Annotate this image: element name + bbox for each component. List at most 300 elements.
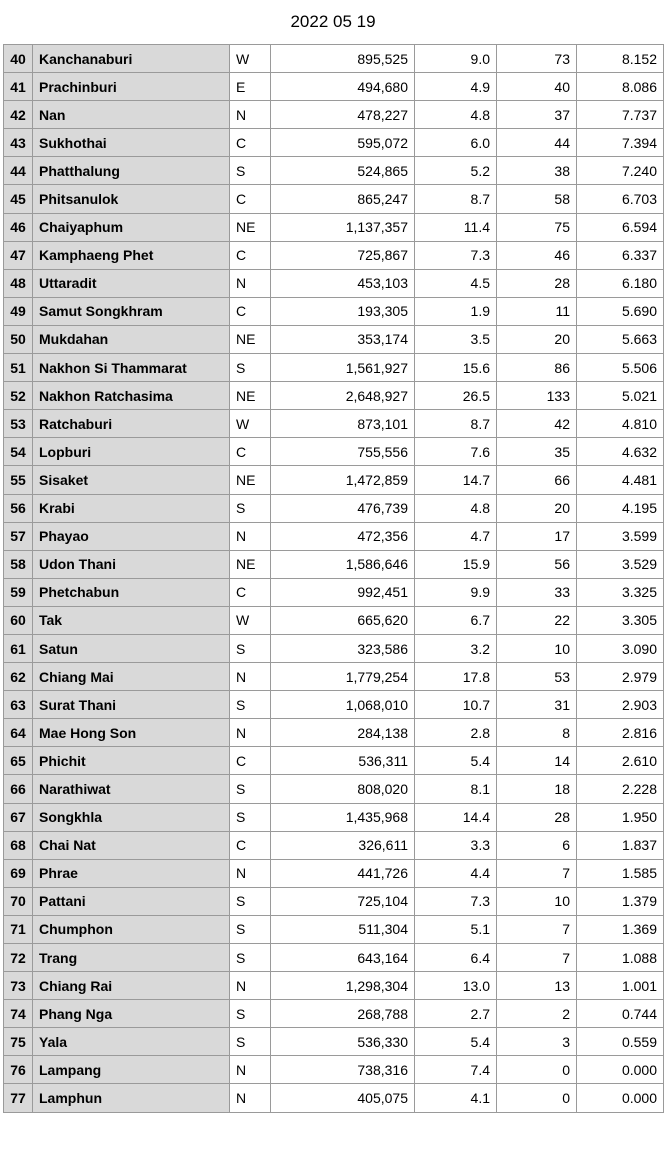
population-cell: 873,101 — [271, 410, 415, 438]
count-cell: 133 — [497, 382, 577, 410]
region-cell: N — [230, 269, 271, 297]
count-cell: 7 — [497, 944, 577, 972]
population-cell: 665,620 — [271, 606, 415, 634]
population-cell: 2,648,927 — [271, 382, 415, 410]
rank-cell: 76 — [4, 1056, 33, 1084]
province-name-cell: Krabi — [33, 494, 230, 522]
region-cell: C — [230, 747, 271, 775]
table-row — [4, 578, 664, 606]
table-row — [4, 73, 664, 101]
region-cell: S — [230, 887, 271, 915]
percent-cell: 4.4 — [415, 859, 497, 887]
population-cell: 992,451 — [271, 578, 415, 606]
population-cell: 353,174 — [271, 325, 415, 353]
population-cell: 441,726 — [271, 859, 415, 887]
rank-cell: 72 — [4, 944, 33, 972]
province-name-cell: Phichit — [33, 747, 230, 775]
population-cell: 1,561,927 — [271, 354, 415, 382]
province-name-cell: Phrae — [33, 859, 230, 887]
province-name-cell: Sisaket — [33, 466, 230, 494]
province-name-cell: Uttaradit — [33, 269, 230, 297]
percent-cell: 7.3 — [415, 887, 497, 915]
region-cell: C — [230, 438, 271, 466]
count-cell: 35 — [497, 438, 577, 466]
region-cell: C — [230, 185, 271, 213]
table-row — [4, 269, 664, 297]
count-cell: 0 — [497, 1084, 577, 1112]
rank-cell: 40 — [4, 45, 33, 73]
population-cell: 476,739 — [271, 494, 415, 522]
province-name-cell: Lamphun — [33, 1084, 230, 1112]
province-name-cell: Phayao — [33, 522, 230, 550]
population-cell: 1,298,304 — [271, 972, 415, 1000]
population-cell: 725,104 — [271, 887, 415, 915]
province-name-cell: Prachinburi — [33, 73, 230, 101]
rate-cell: 7.240 — [577, 157, 664, 185]
rate-cell: 4.481 — [577, 466, 664, 494]
percent-cell: 4.9 — [415, 73, 497, 101]
table-row — [4, 241, 664, 269]
count-cell: 58 — [497, 185, 577, 213]
rank-cell: 45 — [4, 185, 33, 213]
rank-cell: 62 — [4, 663, 33, 691]
province-name-cell: Nakhon Ratchasima — [33, 382, 230, 410]
table-row — [4, 634, 664, 662]
percent-cell: 11.4 — [415, 213, 497, 241]
percent-cell: 8.7 — [415, 410, 497, 438]
count-cell: 22 — [497, 606, 577, 634]
table-row — [4, 915, 664, 943]
region-cell: NE — [230, 325, 271, 353]
table-row — [4, 747, 664, 775]
percent-cell: 5.4 — [415, 1028, 497, 1056]
province-name-cell: Lampang — [33, 1056, 230, 1084]
population-cell: 326,611 — [271, 831, 415, 859]
table-row — [4, 606, 664, 634]
percent-cell: 9.0 — [415, 45, 497, 73]
rate-cell: 1.088 — [577, 944, 664, 972]
count-cell: 10 — [497, 887, 577, 915]
table-row — [4, 522, 664, 550]
population-cell: 536,330 — [271, 1028, 415, 1056]
percent-cell: 3.3 — [415, 831, 497, 859]
region-cell: N — [230, 101, 271, 129]
percent-cell: 15.6 — [415, 354, 497, 382]
table-row — [4, 185, 664, 213]
count-cell: 33 — [497, 578, 577, 606]
rate-cell: 6.703 — [577, 185, 664, 213]
table-row — [4, 887, 664, 915]
region-cell: W — [230, 45, 271, 73]
province-name-cell: Chai Nat — [33, 831, 230, 859]
count-cell: 28 — [497, 269, 577, 297]
rank-cell: 49 — [4, 297, 33, 325]
province-name-cell: Songkhla — [33, 803, 230, 831]
province-name-cell: Nakhon Si Thammarat — [33, 354, 230, 382]
rank-cell: 58 — [4, 550, 33, 578]
province-name-cell: Nan — [33, 101, 230, 129]
region-cell: S — [230, 634, 271, 662]
table-row — [4, 691, 664, 719]
rank-cell: 53 — [4, 410, 33, 438]
page-title: 2022 05 19 — [290, 12, 376, 31]
table-row — [4, 129, 664, 157]
province-name-cell: Satun — [33, 634, 230, 662]
count-cell: 20 — [497, 325, 577, 353]
rank-cell: 73 — [4, 972, 33, 1000]
table-row — [4, 663, 664, 691]
rank-cell: 75 — [4, 1028, 33, 1056]
region-cell: S — [230, 803, 271, 831]
percent-cell: 5.1 — [415, 915, 497, 943]
table-row — [4, 157, 664, 185]
region-cell: N — [230, 663, 271, 691]
table-row — [4, 859, 664, 887]
population-cell: 284,138 — [271, 719, 415, 747]
rate-cell: 5.021 — [577, 382, 664, 410]
table-row — [4, 101, 664, 129]
percent-cell: 4.5 — [415, 269, 497, 297]
rank-cell: 71 — [4, 915, 33, 943]
province-name-cell: Chumphon — [33, 915, 230, 943]
percent-cell: 4.1 — [415, 1084, 497, 1112]
count-cell: 13 — [497, 972, 577, 1000]
population-cell: 323,586 — [271, 634, 415, 662]
rate-cell: 2.903 — [577, 691, 664, 719]
population-cell: 405,075 — [271, 1084, 415, 1112]
population-cell: 536,311 — [271, 747, 415, 775]
province-name-cell: Pattani — [33, 887, 230, 915]
table-row — [4, 438, 664, 466]
count-cell: 2 — [497, 1000, 577, 1028]
population-cell: 453,103 — [271, 269, 415, 297]
table-row — [4, 944, 664, 972]
region-cell: C — [230, 241, 271, 269]
percent-cell: 13.0 — [415, 972, 497, 1000]
rank-cell: 70 — [4, 887, 33, 915]
population-cell: 755,556 — [271, 438, 415, 466]
province-name-cell: Kanchanaburi — [33, 45, 230, 73]
region-cell: N — [230, 1084, 271, 1112]
count-cell: 53 — [497, 663, 577, 691]
population-cell: 511,304 — [271, 915, 415, 943]
region-cell: S — [230, 915, 271, 943]
table-row — [4, 1028, 664, 1056]
rate-cell: 4.632 — [577, 438, 664, 466]
region-cell: N — [230, 859, 271, 887]
table-row — [4, 1084, 664, 1112]
region-cell: S — [230, 1000, 271, 1028]
percent-cell: 14.7 — [415, 466, 497, 494]
count-cell: 46 — [497, 241, 577, 269]
province-name-cell: Mukdahan — [33, 325, 230, 353]
province-name-cell: Mae Hong Son — [33, 719, 230, 747]
table-row — [4, 972, 664, 1000]
table-row — [4, 803, 664, 831]
region-cell: S — [230, 775, 271, 803]
province-name-cell: Chiang Rai — [33, 972, 230, 1000]
population-cell: 478,227 — [271, 101, 415, 129]
percent-cell: 15.9 — [415, 550, 497, 578]
count-cell: 17 — [497, 522, 577, 550]
rate-cell: 1.369 — [577, 915, 664, 943]
population-cell: 1,068,010 — [271, 691, 415, 719]
count-cell: 11 — [497, 297, 577, 325]
rank-cell: 63 — [4, 691, 33, 719]
percent-cell: 4.8 — [415, 494, 497, 522]
region-cell: S — [230, 494, 271, 522]
rate-cell: 6.180 — [577, 269, 664, 297]
rate-cell: 2.979 — [577, 663, 664, 691]
count-cell: 20 — [497, 494, 577, 522]
count-cell: 14 — [497, 747, 577, 775]
population-cell: 472,356 — [271, 522, 415, 550]
table-row — [4, 297, 664, 325]
region-cell: S — [230, 354, 271, 382]
rate-cell: 5.663 — [577, 325, 664, 353]
province-name-cell: Surat Thani — [33, 691, 230, 719]
province-name-cell: Kamphaeng Phet — [33, 241, 230, 269]
province-name-cell: Chaiyaphum — [33, 213, 230, 241]
rank-cell: 68 — [4, 831, 33, 859]
count-cell: 31 — [497, 691, 577, 719]
rank-cell: 56 — [4, 494, 33, 522]
region-cell: W — [230, 410, 271, 438]
region-cell: N — [230, 719, 271, 747]
region-cell: S — [230, 1028, 271, 1056]
rank-cell: 65 — [4, 747, 33, 775]
region-cell: C — [230, 297, 271, 325]
population-cell: 494,680 — [271, 73, 415, 101]
rank-cell: 47 — [4, 241, 33, 269]
rank-cell: 50 — [4, 325, 33, 353]
population-cell: 643,164 — [271, 944, 415, 972]
rate-cell: 1.379 — [577, 887, 664, 915]
table-row — [4, 550, 664, 578]
region-cell: E — [230, 73, 271, 101]
table-row — [4, 831, 664, 859]
percent-cell: 4.8 — [415, 101, 497, 129]
percent-cell: 7.6 — [415, 438, 497, 466]
percent-cell: 10.7 — [415, 691, 497, 719]
count-cell: 7 — [497, 859, 577, 887]
region-cell: C — [230, 578, 271, 606]
percent-cell: 5.2 — [415, 157, 497, 185]
region-cell: NE — [230, 550, 271, 578]
table-row — [4, 382, 664, 410]
rate-cell: 1.837 — [577, 831, 664, 859]
table-row — [4, 775, 664, 803]
province-name-cell: Tak — [33, 606, 230, 634]
count-cell: 37 — [497, 101, 577, 129]
table-row — [4, 213, 664, 241]
rank-cell: 46 — [4, 213, 33, 241]
rate-cell: 6.337 — [577, 241, 664, 269]
province-name-cell: Udon Thani — [33, 550, 230, 578]
rank-cell: 42 — [4, 101, 33, 129]
rank-cell: 77 — [4, 1084, 33, 1112]
rate-cell: 2.610 — [577, 747, 664, 775]
region-cell: C — [230, 129, 271, 157]
percent-cell: 1.9 — [415, 297, 497, 325]
rank-cell: 69 — [4, 859, 33, 887]
population-cell: 725,867 — [271, 241, 415, 269]
region-cell: NE — [230, 213, 271, 241]
table-row — [4, 410, 664, 438]
rank-cell: 52 — [4, 382, 33, 410]
rate-cell: 0.559 — [577, 1028, 664, 1056]
percent-cell: 3.2 — [415, 634, 497, 662]
count-cell: 10 — [497, 634, 577, 662]
province-name-cell: Phatthalung — [33, 157, 230, 185]
province-name-cell: Ratchaburi — [33, 410, 230, 438]
region-cell: N — [230, 1056, 271, 1084]
rate-cell: 4.195 — [577, 494, 664, 522]
population-cell: 524,865 — [271, 157, 415, 185]
rate-cell: 3.090 — [577, 634, 664, 662]
province-name-cell: Trang — [33, 944, 230, 972]
rank-cell: 67 — [4, 803, 33, 831]
rank-cell: 55 — [4, 466, 33, 494]
rank-cell: 57 — [4, 522, 33, 550]
rank-cell: 61 — [4, 634, 33, 662]
percent-cell: 8.7 — [415, 185, 497, 213]
percent-cell: 7.3 — [415, 241, 497, 269]
percent-cell: 5.4 — [415, 747, 497, 775]
province-name-cell: Phang Nga — [33, 1000, 230, 1028]
rate-cell: 8.086 — [577, 73, 664, 101]
count-cell: 0 — [497, 1056, 577, 1084]
province-name-cell: Yala — [33, 1028, 230, 1056]
rate-cell: 3.529 — [577, 550, 664, 578]
region-cell: N — [230, 972, 271, 1000]
rate-cell: 3.325 — [577, 578, 664, 606]
province-table — [3, 44, 664, 1113]
region-cell: W — [230, 606, 271, 634]
region-cell: S — [230, 944, 271, 972]
population-cell: 1,779,254 — [271, 663, 415, 691]
percent-cell: 6.7 — [415, 606, 497, 634]
percent-cell: 14.4 — [415, 803, 497, 831]
percent-cell: 2.8 — [415, 719, 497, 747]
population-cell: 1,435,968 — [271, 803, 415, 831]
rate-cell: 0.744 — [577, 1000, 664, 1028]
population-cell: 738,316 — [271, 1056, 415, 1084]
count-cell: 3 — [497, 1028, 577, 1056]
population-cell: 268,788 — [271, 1000, 415, 1028]
percent-cell: 8.1 — [415, 775, 497, 803]
population-cell: 895,525 — [271, 45, 415, 73]
rate-cell: 2.816 — [577, 719, 664, 747]
count-cell: 40 — [497, 73, 577, 101]
percent-cell: 4.7 — [415, 522, 497, 550]
count-cell: 73 — [497, 45, 577, 73]
population-cell: 1,137,357 — [271, 213, 415, 241]
rank-cell: 74 — [4, 1000, 33, 1028]
count-cell: 7 — [497, 915, 577, 943]
population-cell: 193,305 — [271, 297, 415, 325]
rank-cell: 44 — [4, 157, 33, 185]
rate-cell: 4.810 — [577, 410, 664, 438]
rank-cell: 51 — [4, 354, 33, 382]
population-cell: 865,247 — [271, 185, 415, 213]
percent-cell: 6.0 — [415, 129, 497, 157]
province-name-cell: Phitsanulok — [33, 185, 230, 213]
province-name-cell: Sukhothai — [33, 129, 230, 157]
rank-cell: 48 — [4, 269, 33, 297]
rate-cell: 1.001 — [577, 972, 664, 1000]
table-row — [4, 494, 664, 522]
rate-cell: 0.000 — [577, 1056, 664, 1084]
population-cell: 595,072 — [271, 129, 415, 157]
rate-cell: 5.690 — [577, 297, 664, 325]
rate-cell: 7.394 — [577, 129, 664, 157]
region-cell: S — [230, 157, 271, 185]
rank-cell: 66 — [4, 775, 33, 803]
rank-cell: 59 — [4, 578, 33, 606]
table-row — [4, 466, 664, 494]
percent-cell: 7.4 — [415, 1056, 497, 1084]
count-cell: 56 — [497, 550, 577, 578]
count-cell: 6 — [497, 831, 577, 859]
percent-cell: 9.9 — [415, 578, 497, 606]
percent-cell: 6.4 — [415, 944, 497, 972]
rank-cell: 54 — [4, 438, 33, 466]
rate-cell: 6.594 — [577, 213, 664, 241]
population-cell: 808,020 — [271, 775, 415, 803]
table-row — [4, 1000, 664, 1028]
count-cell: 18 — [497, 775, 577, 803]
province-name-cell: Narathiwat — [33, 775, 230, 803]
province-name-cell: Lopburi — [33, 438, 230, 466]
region-cell: NE — [230, 466, 271, 494]
table-row — [4, 1056, 664, 1084]
count-cell: 44 — [497, 129, 577, 157]
rank-cell: 41 — [4, 73, 33, 101]
table-row — [4, 719, 664, 747]
rate-cell: 5.506 — [577, 354, 664, 382]
table-body — [4, 45, 664, 1113]
region-cell: N — [230, 522, 271, 550]
province-name-cell: Samut Songkhram — [33, 297, 230, 325]
count-cell: 75 — [497, 213, 577, 241]
region-cell: NE — [230, 382, 271, 410]
region-cell: C — [230, 831, 271, 859]
rate-cell: 2.228 — [577, 775, 664, 803]
rank-cell: 60 — [4, 606, 33, 634]
count-cell: 86 — [497, 354, 577, 382]
count-cell: 42 — [497, 410, 577, 438]
rate-cell: 8.152 — [577, 45, 664, 73]
rate-cell: 1.585 — [577, 859, 664, 887]
count-cell: 66 — [497, 466, 577, 494]
percent-cell: 17.8 — [415, 663, 497, 691]
province-name-cell: Phetchabun — [33, 578, 230, 606]
table-row — [4, 354, 664, 382]
rank-cell: 64 — [4, 719, 33, 747]
table-row — [4, 45, 664, 73]
region-cell: S — [230, 691, 271, 719]
rate-cell: 1.950 — [577, 803, 664, 831]
percent-cell: 3.5 — [415, 325, 497, 353]
rate-cell: 3.305 — [577, 606, 664, 634]
count-cell: 8 — [497, 719, 577, 747]
table-row — [4, 325, 664, 353]
rate-cell: 0.000 — [577, 1084, 664, 1112]
province-name-cell: Chiang Mai — [33, 663, 230, 691]
count-cell: 38 — [497, 157, 577, 185]
rate-cell: 3.599 — [577, 522, 664, 550]
